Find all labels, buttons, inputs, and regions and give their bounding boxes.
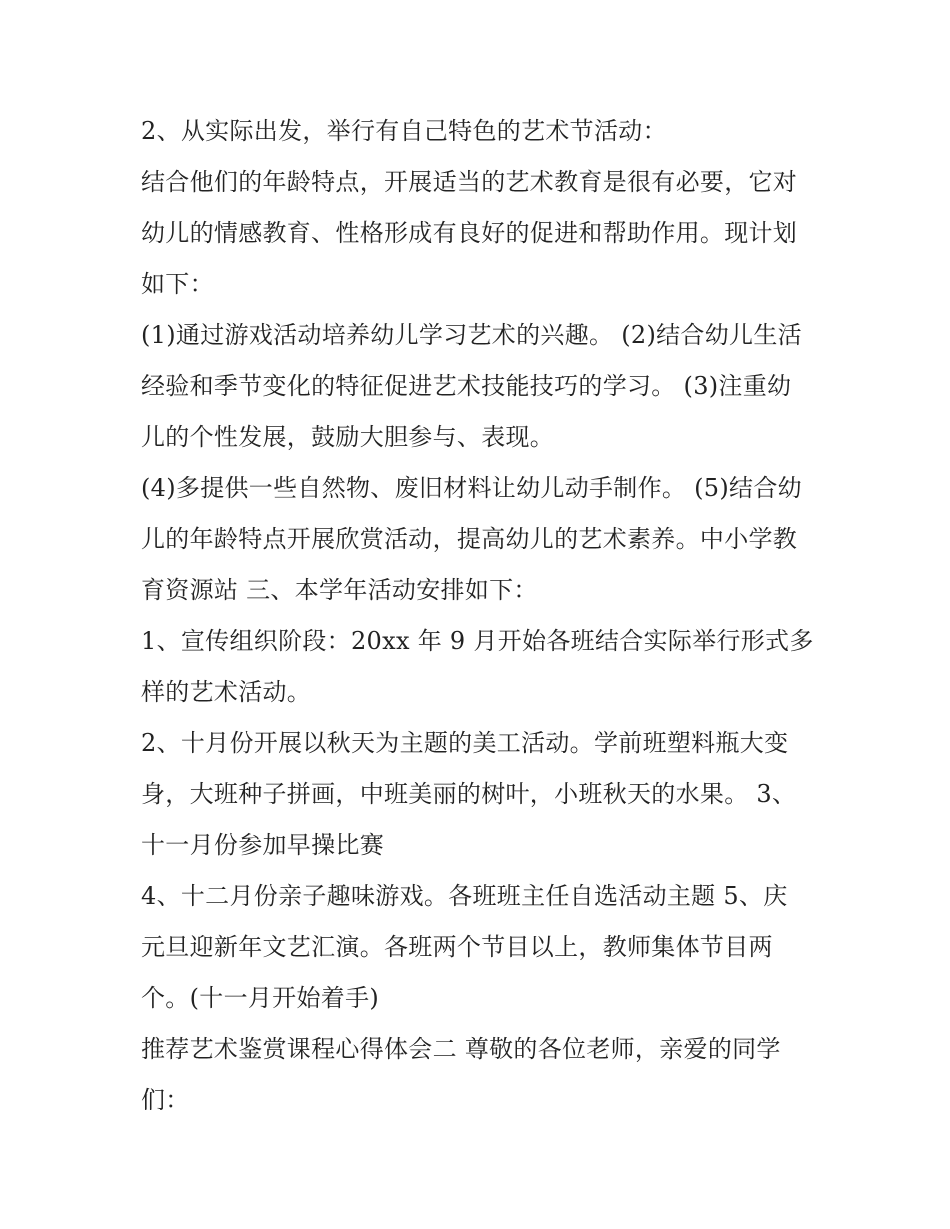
text-line: 儿的年龄特点开展欣赏活动，提高幼儿的艺术素养。中小学教 (141, 525, 798, 553)
text-line: 个。(十一月开始着手) (141, 984, 380, 1012)
text-line: 推荐艺术鉴赏课程心得体会二 尊敬的各位老师，亲爱的同学 (141, 1035, 781, 1063)
text-line: 1、宣传组织阶段：20xx 年 9 月开始各班结合实际举行形式多 (141, 627, 814, 655)
text-line: 4、十二月份亲子趣味游戏。各班班主任自选活动主题 5、庆 (141, 882, 788, 910)
text-line: 十一月份参加早操比赛 (141, 831, 384, 859)
text-line: 2、从实际出发，举行有自己特色的艺术节活动： (141, 117, 667, 145)
text-line: 如下： (141, 270, 214, 298)
text-line: 经验和季节变化的特征促进艺术技能技巧的学习。 (3)注重幼 (141, 372, 792, 400)
text-line: 2、十月份开展以秋天为主题的美工活动。学前班塑料瓶大变 (141, 729, 789, 757)
document-body (141, 106, 821, 1126)
text-line: 身，大班种子拼画，中班美丽的树叶，小班秋天的水果。 3、 (141, 780, 797, 808)
text-line: 幼儿的情感教育、性格形成有良好的促进和帮助作用。现计划 (141, 219, 798, 247)
text-line: 育资源站 三、本学年活动安排如下： (141, 576, 538, 604)
text-line: (4)多提供一些自然物、废旧材料让幼儿动手制作。 (5)结合幼 (141, 474, 802, 502)
text-line: 结合他们的年龄特点，开展适当的艺术教育是很有必要，它对 (141, 168, 798, 196)
text-line: 元旦迎新年文艺汇演。各班两个节目以上，教师集体节目两 (141, 933, 773, 961)
text-line: 样的艺术活动。 (141, 678, 312, 706)
text-line: (1)通过游戏活动培养幼儿学习艺术的兴趣。 (2)结合幼儿生活 (141, 321, 802, 349)
text-line: 们： (141, 1086, 190, 1114)
text-line: 儿的个性发展，鼓励大胆参与、表现。 (141, 423, 555, 451)
